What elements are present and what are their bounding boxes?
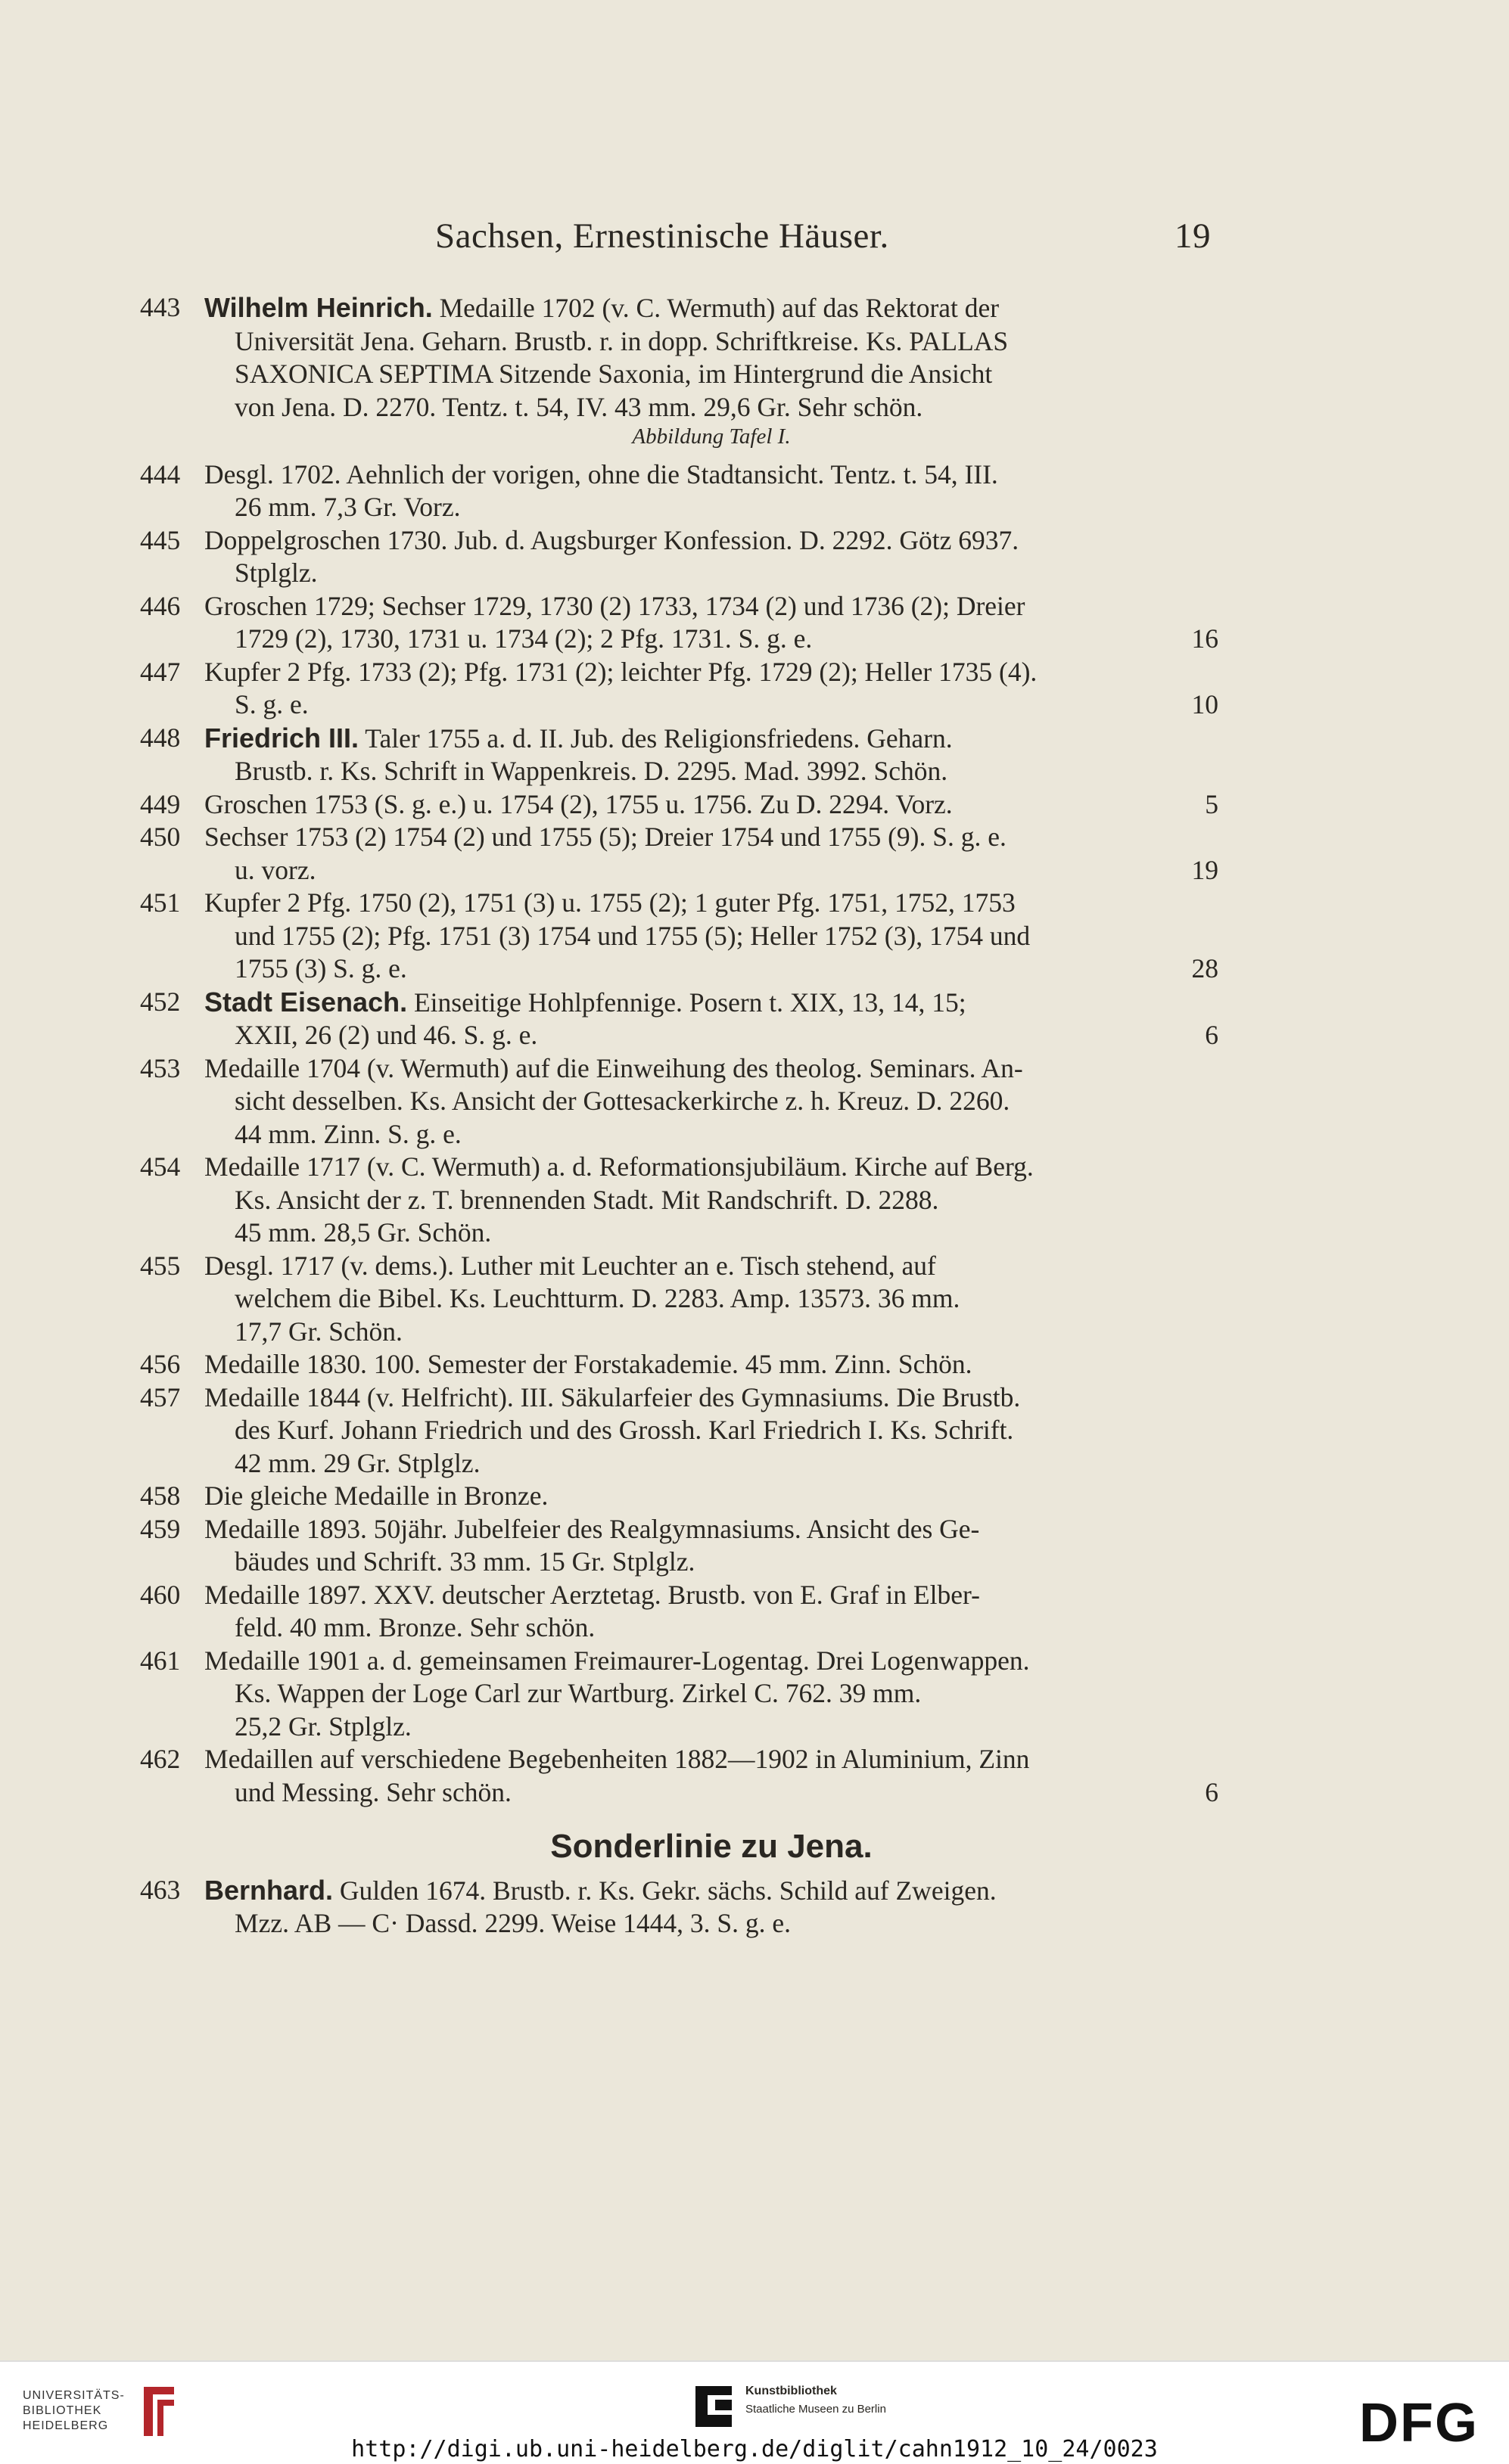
entry-number: 451: [140, 887, 181, 918]
entry-line: [204, 1611, 1218, 1645]
kunstbibliothek-icon: [692, 2383, 735, 2430]
entry-price: 6: [1205, 1776, 1218, 1807]
entry-line: [204, 1645, 1218, 1678]
page-title: Sachsen, Ernestinische Häuser.: [435, 216, 889, 256]
entry-text: 44 mm. Zinn. S. g. e.: [235, 1118, 462, 1149]
catalog-entry: [140, 1348, 1218, 1381]
entry-text: 45 mm. 28,5 Gr. Schön.: [235, 1217, 492, 1248]
entry-text: Medaille 1717 (v. C. Wermuth) a. d. Reformationsjubiläum. Kirche auf Berg.: [204, 1151, 1034, 1182]
entry-number: 450: [140, 822, 181, 852]
entry-price: 28: [1191, 953, 1218, 983]
entry-text: und 1755 (2); Pfg. 1751 (3) 1754 und 1755 (5); Heller 1752 (3), 1754 und: [235, 920, 1031, 951]
entry-text: Stplglz.: [235, 558, 318, 588]
entry-text: 17,7 Gr. Schön.: [235, 1316, 403, 1347]
entry-line: [204, 590, 1218, 623]
entry-number: 456: [140, 1349, 181, 1379]
catalog-entry: [140, 1513, 1218, 1579]
entry-line: [204, 623, 1218, 656]
entry-number: 460: [140, 1579, 181, 1610]
catalog-entry: [140, 1480, 1218, 1513]
entry-line: [204, 1874, 1218, 1908]
entry-number: 459: [140, 1513, 181, 1544]
entry-number: 458: [140, 1481, 181, 1511]
entry-text: Kupfer 2 Pfg. 1750 (2), 1751 (3) u. 1755 (2); 1 guter Pfg. 1751, 1752, 1753: [204, 887, 1016, 918]
catalog-entry: [140, 590, 1218, 656]
entry-number: 462: [140, 1744, 181, 1774]
entry-text: Taler 1755 a. d. II. Jub. des Religionsfriedens. Geharn.: [365, 722, 953, 753]
entry-line: [204, 821, 1218, 854]
entry-text: sicht desselben. Ks. Ansicht der Gottesackerkirche z. h. Kreuz. D. 2260.: [235, 1086, 1010, 1116]
entry-line: [204, 1480, 1218, 1513]
kb-title: Kunstbibliothek: [745, 2385, 837, 2397]
entry-line: [204, 358, 1218, 391]
entry-text: u. vorz.: [235, 854, 316, 885]
entry-text: Kupfer 2 Pfg. 1733 (2); Pfg. 1731 (2); leichter Pfg. 1729 (2); Heller 1735 (4).: [204, 656, 1038, 687]
entry-line: [204, 1579, 1218, 1612]
entry-ruler-name: Stadt Eisenach.: [204, 986, 408, 1018]
entry-line: [204, 524, 1218, 558]
entry-line: [204, 1414, 1218, 1447]
entry-text: Gulden 1674. Brustb. r. Ks. Gekr. sächs. Schild auf Zweigen.: [339, 1875, 997, 1906]
entry-line: [204, 1776, 1218, 1810]
entry-line: [204, 1381, 1218, 1415]
entry-text: Groschen 1729; Sechser 1729, 1730 (2) 1733, 1734 (2) und 1736 (2); Dreier: [204, 590, 1025, 621]
catalog-entry: [140, 1743, 1218, 1809]
entry-text: Groschen 1753 (S. g. e.) u. 1754 (2), 1755 u. 1756. Zu D. 2294. Vorz.: [204, 788, 953, 819]
permalink-url[interactable]: http://digi.ub.uni-heidelberg.de/diglit/cahn1912_10_24/0023: [351, 2436, 1158, 2462]
uni-logo-line: UNIVERSITÄTS-: [23, 2389, 125, 2402]
entry-text: Universität Jena. Geharn. Brustb. r. in dopp. Schriftkreise. Ks. PALLAS: [235, 325, 1009, 356]
entry-price: 19: [1191, 854, 1218, 885]
entry-text: Sechser 1753 (2) 1754 (2) und 1755 (5); Dreier 1754 und 1755 (9). S. g. e.: [204, 822, 1007, 852]
entry-text: 25,2 Gr. Stplglz.: [235, 1711, 412, 1742]
entry-text: Ks. Ansicht der z. T. brennenden Stadt. Mit Randschrift. D. 2288.: [235, 1184, 939, 1215]
entry-number: 446: [140, 590, 181, 621]
entry-line: [204, 1250, 1218, 1283]
catalog-entry: [140, 1579, 1218, 1645]
heidelberg-library-logo[interactable]: [23, 2388, 125, 2434]
entry-number: 457: [140, 1381, 181, 1412]
entry-number: 449: [140, 788, 181, 819]
entry-price: 16: [1191, 623, 1218, 654]
entry-text: feld. 40 mm. Bronze. Sehr schön.: [235, 1612, 596, 1642]
entry-number: 448: [140, 722, 181, 753]
entry-line: [204, 1282, 1218, 1316]
catalog-entry: [140, 656, 1218, 722]
page-number: 19: [1175, 216, 1211, 256]
entry-text: Medaille 1704 (v. Wermuth) auf die Einweihung des theolog. Seminars. An-: [204, 1052, 1023, 1083]
entry-text: Die gleiche Medaille in Bronze.: [204, 1481, 549, 1511]
entry-line: [204, 1677, 1218, 1711]
entry-line: [204, 952, 1218, 986]
entry-line: [204, 887, 1218, 920]
entry-text: 1729 (2), 1730, 1731 u. 1734 (2); 2 Pfg. 1731. S. g. e.: [235, 623, 813, 654]
kb-subtitle: Staatliche Museen zu Berlin: [745, 2403, 886, 2416]
catalog-entry: [140, 722, 1218, 788]
entry-line: [204, 1348, 1218, 1381]
entry-number: 445: [140, 524, 181, 555]
entry-line: [204, 1546, 1218, 1579]
entry-text: von Jena. D. 2270. Tentz. t. 54, IV. 43 mm. 29,6 Gr. Sehr schön.: [235, 391, 923, 422]
entry-line: [204, 854, 1218, 887]
entry-text: Brustb. r. Ks. Schrift in Wappenkreis. D. 2295. Mad. 3992. Schön.: [235, 756, 948, 786]
entry-text: Doppelgroschen 1730. Jub. d. Augsburger Konfession. D. 2292. Götz 6937.: [204, 524, 1019, 555]
entry-line: [204, 557, 1218, 590]
entry-ruler-name: Wilhelm Heinrich.: [204, 292, 433, 323]
entry-text: und Messing. Sehr schön.: [235, 1776, 512, 1807]
catalog-entries: [140, 291, 1218, 1940]
entry-text: SAXONICA SEPTIMA Sitzende Saxonia, im Hintergrund die Ansicht: [235, 359, 993, 389]
entry-text: welchem die Bibel. Ks. Leuchtturm. D. 2283. Amp. 13573. 36 mm.: [235, 1283, 960, 1313]
entry-text: Medaille 1830. 100. Semester der Forstakademie. 45 mm. Zinn. Schön.: [204, 1349, 972, 1379]
footer-bar: [0, 2360, 1509, 2464]
entry-line: [204, 1216, 1218, 1250]
entry-text: Einseitige Hohlpfennige. Posern t. XIX, 13, 14, 15;: [413, 987, 966, 1018]
entry-number: 452: [140, 986, 181, 1017]
heidelberg-emblem-icon: [136, 2383, 182, 2440]
entry-ruler-name: Bernhard.: [204, 1874, 334, 1906]
entry-text: 42 mm. 29 Gr. Stplglz.: [235, 1447, 481, 1478]
catalog-entry: [140, 887, 1218, 986]
catalog-entry: [140, 1381, 1218, 1481]
entry-line: [204, 1447, 1218, 1481]
entry-number: 444: [140, 458, 181, 489]
entry-text: Desgl. 1702. Aehnlich der vorigen, ohne die Stadtansicht. Tentz. t. 54, III.: [204, 458, 998, 489]
entry-line: [204, 656, 1218, 689]
entry-text: Ks. Wappen der Loge Carl zur Wartburg. Zirkel C. 762. 39 mm.: [235, 1678, 922, 1708]
entry-line: [204, 755, 1218, 788]
entry-line: [204, 1118, 1218, 1151]
catalog-entry: [140, 788, 1218, 822]
entry-text: Medaillen auf verschiedene Begebenheiten 1882—1902 in Aluminium, Zinn: [204, 1744, 1030, 1774]
entry-text: S. g. e.: [235, 689, 309, 719]
entry-text: Medaille 1844 (v. Helfricht). III. Säkularfeier des Gymnasiums. Die Brustb.: [204, 1381, 1021, 1412]
catalog-entry: [140, 986, 1218, 1052]
catalog-entry: [140, 1250, 1218, 1349]
entry-line: [204, 722, 1218, 756]
catalog-entry: [140, 1052, 1218, 1151]
entry-price: 5: [1205, 788, 1218, 819]
entry-number: 461: [140, 1645, 181, 1676]
catalog-entry: [140, 524, 1218, 590]
entry-text: bäudes und Schrift. 33 mm. 15 Gr. Stplglz.: [235, 1546, 695, 1577]
catalog-entry: [140, 821, 1218, 887]
catalog-entry: [140, 1151, 1218, 1250]
entry-line: [204, 1316, 1218, 1349]
entry-line: [204, 1151, 1218, 1184]
entry-text: XXII, 26 (2) und 46. S. g. e.: [235, 1020, 538, 1050]
entry-number: 455: [140, 1250, 181, 1281]
entry-line: [204, 920, 1218, 953]
entry-number: 454: [140, 1151, 181, 1182]
illustration-reference: Abbildung Tafel I.: [632, 424, 791, 449]
entry-line: [204, 391, 1218, 424]
entry-text: 26 mm. 7,3 Gr. Vorz.: [235, 492, 461, 522]
entry-text: 1755 (3) S. g. e.: [235, 953, 407, 983]
entry-ruler-name: Friedrich III.: [204, 722, 359, 753]
entry-text: Mzz. AB — C· Dassd. 2299. Weise 1444, 3. S. g. e.: [235, 1908, 792, 1938]
entry-text: Desgl. 1717 (v. dems.). Luther mit Leuchter an e. Tisch stehend, auf: [204, 1250, 936, 1281]
catalog-entry: [140, 1874, 1218, 1940]
entry-line: [204, 1711, 1218, 1744]
entry-line: [204, 1019, 1218, 1052]
entry-line: [204, 986, 1218, 1020]
entry-text: des Kurf. Johann Friedrich und des Grossh. Karl Friedrich I. Ks. Schrift.: [235, 1415, 1014, 1445]
entry-line: [204, 458, 1218, 492]
entry-line: [204, 491, 1218, 524]
entry-text: Medaille 1897. XXV. deutscher Aerztetag. Brustb. von E. Graf in Elber-: [204, 1579, 980, 1610]
entry-text: Medaille 1901 a. d. gemeinsamen Freimaurer-Logentag. Drei Logenwappen.: [204, 1645, 1030, 1676]
entry-number: 447: [140, 656, 181, 687]
entry-line: [204, 1907, 1218, 1940]
catalog-entry: [140, 1645, 1218, 1744]
entry-price: 6: [1205, 1020, 1218, 1050]
entry-line: [204, 688, 1218, 722]
entry-number: 463: [140, 1874, 181, 1905]
entry-line: [204, 788, 1218, 822]
entry-text: Medaille 1702 (v. C. Wermuth) auf das Rektorat der: [439, 293, 1000, 323]
catalog-entry: [140, 291, 1218, 424]
section-heading: Sonderlinie zu Jena.: [550, 1828, 873, 1865]
catalog-entry: [140, 458, 1218, 524]
entry-line: [204, 291, 1218, 325]
entry-line: [204, 325, 1218, 359]
uni-logo-line: BIBLIOTHEK: [23, 2404, 102, 2417]
entry-line: [204, 1052, 1218, 1086]
dfg-logo[interactable]: DFG: [1359, 2393, 1479, 2453]
entry-line: [204, 1085, 1218, 1118]
entry-line: [204, 1513, 1218, 1546]
entry-line: [204, 1184, 1218, 1217]
entry-number: 453: [140, 1052, 181, 1083]
uni-logo-line: HEIDELBERG: [23, 2419, 109, 2432]
entry-line: [204, 1743, 1218, 1776]
entry-number: 443: [140, 292, 181, 322]
entry-text: Medaille 1893. 50jähr. Jubelfeier des Realgymnasiums. Ansicht des Ge-: [204, 1513, 980, 1544]
entry-price: 10: [1191, 689, 1218, 719]
